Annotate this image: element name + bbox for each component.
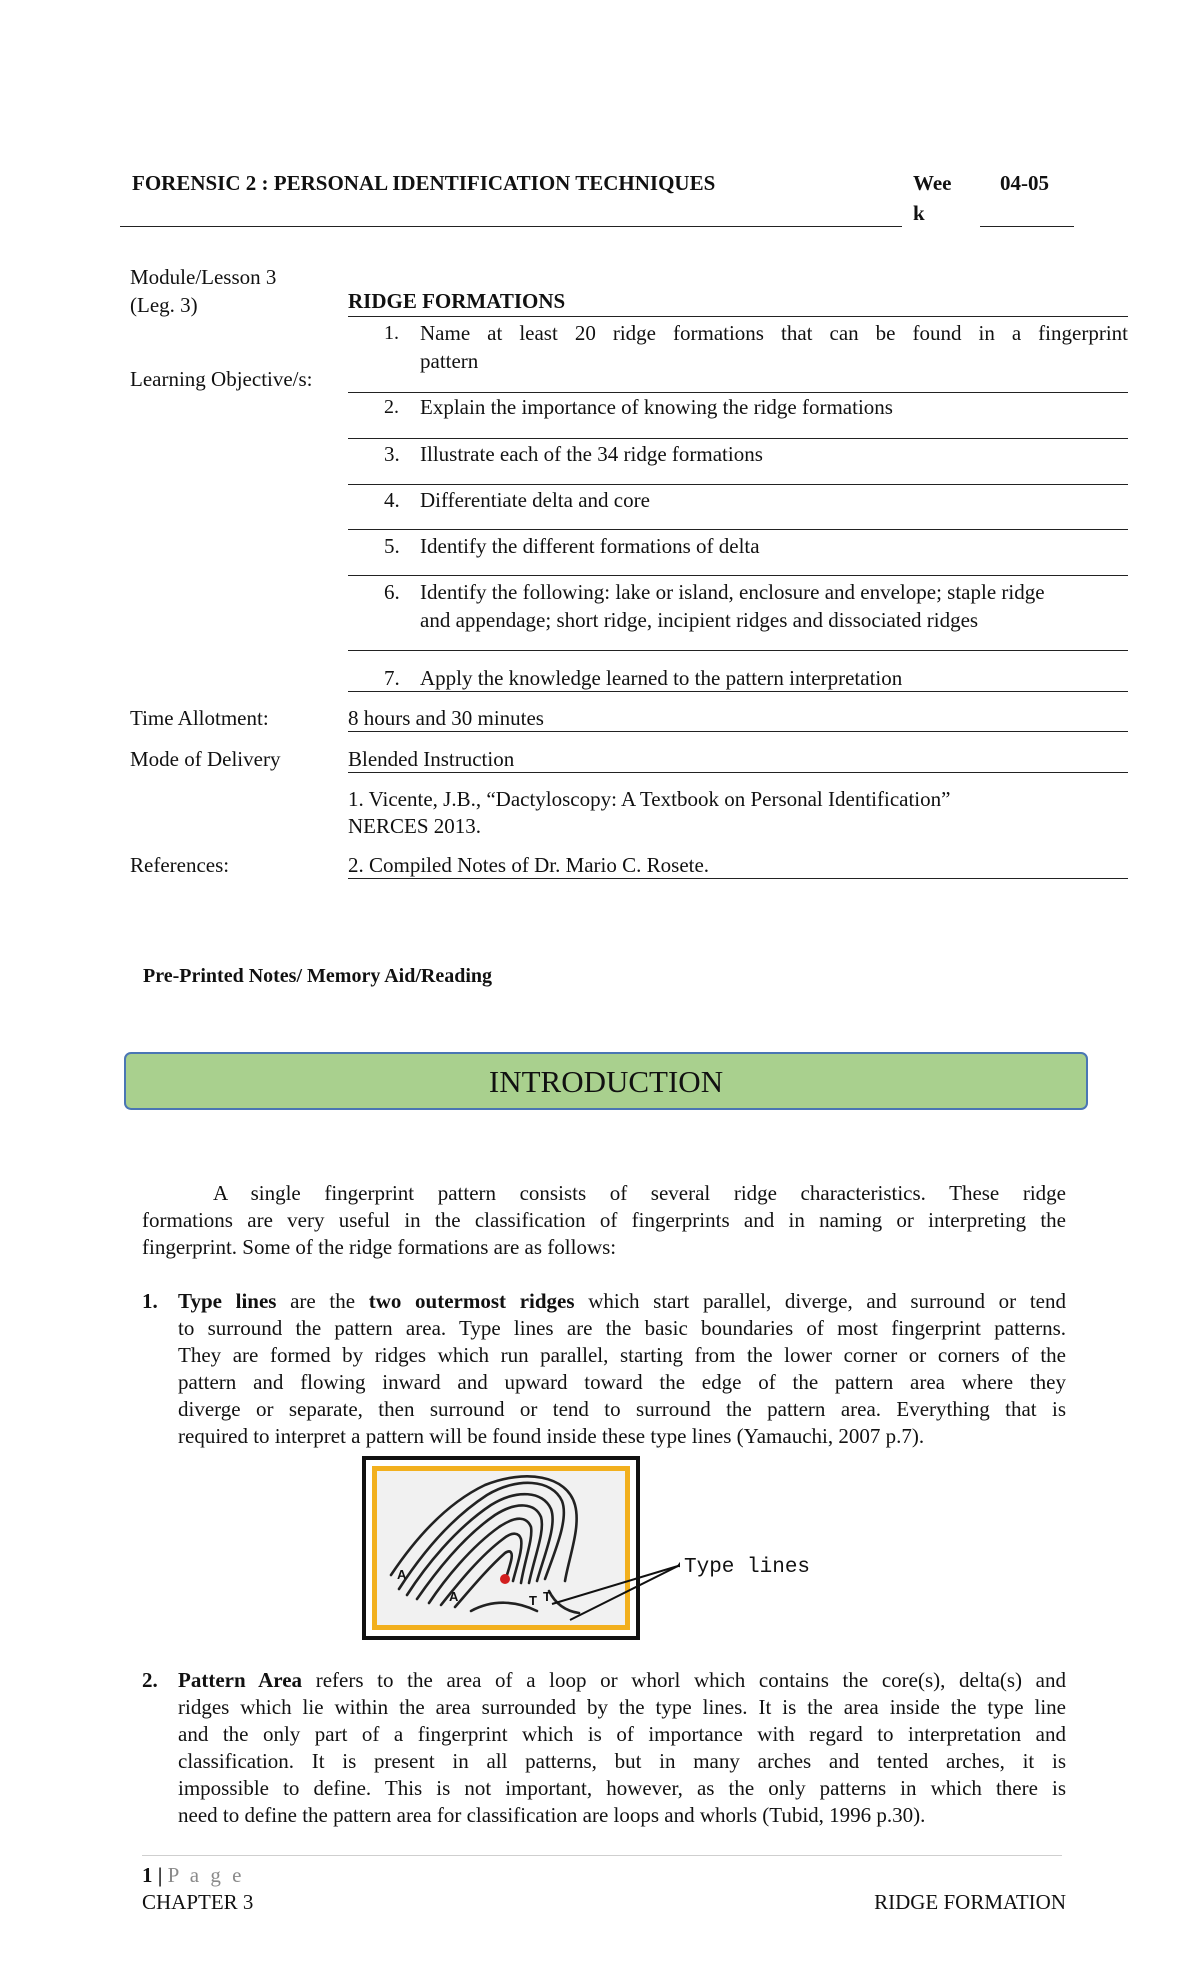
module-title: RIDGE FORMATIONS xyxy=(348,289,566,313)
week-rule xyxy=(980,226,1074,227)
module-leg-label: (Leg. 3) xyxy=(130,293,198,317)
term-type-lines: Type lines xyxy=(178,1289,277,1313)
callout-arrows xyxy=(540,1540,680,1630)
time-value: 8 hours and 30 minutes xyxy=(348,706,544,730)
objective-text: Identify the following: lake or island, enclosure and envelope; staple ridge xyxy=(420,580,1045,604)
delivery-rule xyxy=(348,772,1128,773)
page-separator: | xyxy=(152,1863,168,1887)
objective-text: Illustrate each of the 34 ridge formations xyxy=(420,442,763,466)
objective-text-cont: pattern xyxy=(420,349,479,373)
objective-number: 2. xyxy=(384,396,399,418)
objective-rule xyxy=(348,484,1128,485)
reference-2: 2. Compiled Notes of Dr. Mario C. Rosete. xyxy=(348,853,710,877)
item-text: are the xyxy=(276,1289,369,1313)
item-number: 1. xyxy=(142,1289,158,1313)
week-label-line1: Wee xyxy=(913,171,952,195)
delivery-label: Mode of Delivery xyxy=(130,747,281,771)
paragraph-line: fingerprint. Some of the ridge formations are as follows: xyxy=(142,1235,617,1259)
objective-text: Name at least 20 ridge formations that can be found in a fingerprint xyxy=(420,321,1128,345)
item-line: impossible to define. This is not important, however, as the only patterns in which there is xyxy=(178,1776,1066,1800)
page-word: P a g e xyxy=(167,1863,245,1887)
module-label: Module/Lesson 3 xyxy=(130,265,277,289)
footer-rule xyxy=(142,1855,1062,1856)
introduction-heading: INTRODUCTION xyxy=(488,1064,724,1099)
page-number-value: 1 xyxy=(142,1863,153,1887)
figure-letter-t: T xyxy=(529,1593,537,1608)
objective-rule xyxy=(348,438,1128,439)
item-line: required to interpret a pattern will be found inside these type lines (Yamauchi, 2007 p.7). xyxy=(178,1424,925,1448)
time-rule xyxy=(348,731,1128,732)
objective-number: 7. xyxy=(384,666,400,690)
week-label-line2: k xyxy=(913,201,925,225)
references-rule xyxy=(348,878,1128,879)
item-line: and the only part of a fingerprint which is of importance with regard to interpretation and xyxy=(178,1722,1066,1746)
time-label: Time Allotment: xyxy=(130,706,269,730)
objective-number: 4. xyxy=(384,488,400,512)
objective-rule xyxy=(348,529,1128,530)
item-line: pattern and flowing inward and upward toward the edge of the pattern area where they xyxy=(178,1370,1066,1394)
header-rule xyxy=(120,226,902,227)
objectives-label: Learning Objective/s: xyxy=(130,367,313,391)
item-text: refers to the area of a loop or whorl which contains the core(s), delta(s) and xyxy=(302,1668,1066,1692)
objective-text: Identify the different formations of delta xyxy=(420,534,760,558)
item-line: need to define the pattern area for classification are loops and whorls (Tubid, 1996 p.30). xyxy=(178,1803,926,1827)
delivery-value: Blended Instruction xyxy=(348,747,515,771)
reference-1-cont: NERCES 2013. xyxy=(348,814,482,838)
paragraph-line: A single fingerprint pattern consists of several ridge characteristics. These ridge xyxy=(213,1181,1066,1205)
objective-text: Explain the importance of knowing the ridge formations xyxy=(420,395,893,419)
references-label: References: xyxy=(130,853,230,877)
term-two-outermost-ridges: two outermost ridges xyxy=(368,1289,575,1313)
objective-number: 6. xyxy=(384,580,400,604)
objective-text-cont: and appendage; short ridge, incipient ridges and dissociated ridges xyxy=(420,608,979,632)
objective-number: 1. xyxy=(384,322,399,344)
objective-number: 5. xyxy=(384,534,400,558)
footer-section-title: RIDGE FORMATION xyxy=(874,1890,1066,1914)
item-number: 2. xyxy=(142,1668,158,1692)
figure-letter-a: A xyxy=(397,1567,407,1582)
paragraph-line: formations are very useful in the classification of fingerprints and in naming or interpreting the xyxy=(142,1208,1066,1232)
week-value: 04-05 xyxy=(1000,171,1049,195)
objective-rule xyxy=(348,392,1128,393)
item-line: classification. It is present in all patterns, but in many arches and tented arches, it is xyxy=(178,1749,1066,1773)
footer-chapter: CHAPTER 3 xyxy=(142,1890,254,1914)
item-line: ridges which lie within the area surrounded by the type lines. It is the area inside the type line xyxy=(178,1695,1066,1719)
introduction-banner xyxy=(124,1052,1088,1110)
item-first-line xyxy=(178,1667,1066,1694)
objective-text: Apply the knowledge learned to the pattern interpretation xyxy=(420,666,903,690)
figure-letter-a: A xyxy=(449,1589,459,1604)
figure-letter-t: T xyxy=(543,1589,551,1604)
notes-heading: Pre-Printed Notes/ Memory Aid/Reading xyxy=(143,965,493,987)
objective-rule xyxy=(348,575,1128,576)
type-lines-callout: Type lines xyxy=(684,1556,811,1579)
item-first-line xyxy=(178,1288,1066,1315)
item-line: diverge or separate, then surround or tend to surround the pattern area. Everything that is xyxy=(178,1397,1066,1421)
page-number xyxy=(142,1862,244,1889)
objective-rule xyxy=(348,691,1128,692)
core-marker xyxy=(500,1574,510,1584)
module-title-rule xyxy=(348,316,1128,317)
reference-1: 1. Vicente, J.B., “Dactyloscopy: A Textbook on Personal Identification” xyxy=(348,787,951,811)
objective-text: Differentiate delta and core xyxy=(420,488,650,512)
objective-number: 3. xyxy=(384,442,400,466)
course-title: FORENSIC 2 : PERSONAL IDENTIFICATION TECHNIQUES xyxy=(132,171,716,195)
item-line: to surround the pattern area. Type lines are the basic boundaries of most fingerprint patterns. xyxy=(178,1316,1066,1340)
term-pattern-area: Pattern Area xyxy=(178,1668,303,1692)
item-text: which start parallel, diverge, and surround or tend xyxy=(574,1289,1066,1313)
item-line: They are formed by ridges which run parallel, starting from the lower corner or corners of the xyxy=(178,1343,1066,1367)
objective-rule xyxy=(348,650,1128,651)
